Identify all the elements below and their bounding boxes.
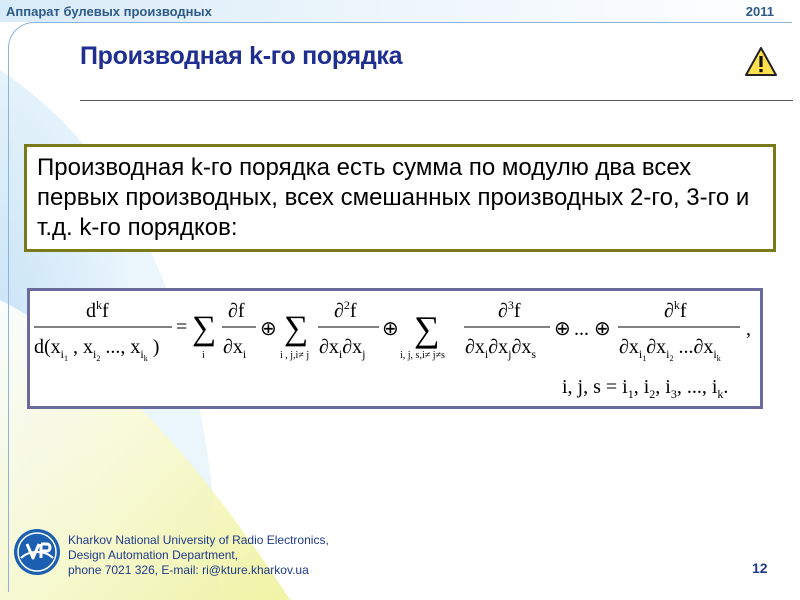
term1-numerator: ∂f bbox=[228, 300, 245, 322]
sum-symbol-1: ∑ bbox=[192, 310, 217, 347]
sum2-index: i , j,i≠ j bbox=[280, 350, 310, 361]
termk-numerator: ∂$^k$f bbox=[664, 298, 687, 322]
termk-denominator: $\partial x_i1\partial x_i2$ $...\partial x_ik$ bbox=[619, 336, 721, 363]
page-number: 12 bbox=[752, 560, 768, 576]
lhs-numerator: $d^kf$ bbox=[86, 298, 109, 322]
equals-sign: = bbox=[176, 316, 188, 338]
sum-symbol-2: ∑ bbox=[284, 310, 309, 347]
footer-line-contact: phone 7021 326, E-mail: ri@kture.kharkov.ua bbox=[68, 563, 309, 577]
university-logo-icon bbox=[13, 528, 61, 576]
ellipsis: ... bbox=[574, 318, 589, 340]
footer-line-department: Design Automation Department, bbox=[68, 548, 239, 562]
footer-line-university: Kharkov National University of Radio Electronics, bbox=[68, 533, 329, 547]
definition-box: Производная k-го порядка есть сумма по модулю два всех первых производных, всех смешанных производных 2-го, 3-го и т.д. k-го порядков: bbox=[24, 144, 776, 252]
index-range: i, j, $s = i_1$, $i_2$, $i_3$, ..., $i_k$. bbox=[562, 376, 729, 401]
formula-box bbox=[27, 288, 763, 409]
sum-symbol-3: ∑ bbox=[414, 309, 440, 349]
header-course-title: Аппарат булевых производных bbox=[6, 4, 212, 19]
term1-denominator: $\partial x_i$ bbox=[223, 336, 247, 361]
footer-contact bbox=[68, 533, 329, 578]
trailing-comma: , bbox=[746, 318, 751, 340]
sum3-index: i, j, s,i≠ j≠s bbox=[400, 350, 445, 361]
oplus-4: ⊕ bbox=[594, 318, 611, 340]
term2-numerator: ∂$^2$f bbox=[334, 298, 357, 322]
lhs-denominator: $d(x_i1$ , $x_i2$ ..., $x_ik$ ) bbox=[34, 336, 160, 363]
warning-icon[interactable] bbox=[744, 46, 778, 78]
oplus-3: ⊕ bbox=[554, 318, 571, 340]
title-underline bbox=[80, 100, 793, 101]
oplus-2: ⊕ bbox=[382, 318, 399, 340]
header-year: 2011 bbox=[745, 4, 774, 19]
term2-denominator: $\partial x_i\partial x_j$ bbox=[319, 336, 366, 361]
sum1-index: i bbox=[202, 350, 205, 361]
term3-denominator: $\partial x_i\partial x_j\partial x_s$ bbox=[465, 336, 537, 361]
kth-order-derivative-formula bbox=[30, 291, 760, 406]
slide-title: Производная k-го порядка bbox=[80, 42, 403, 70]
term3-numerator: ∂$^3$f bbox=[498, 298, 521, 322]
oplus-1: ⊕ bbox=[260, 318, 277, 340]
